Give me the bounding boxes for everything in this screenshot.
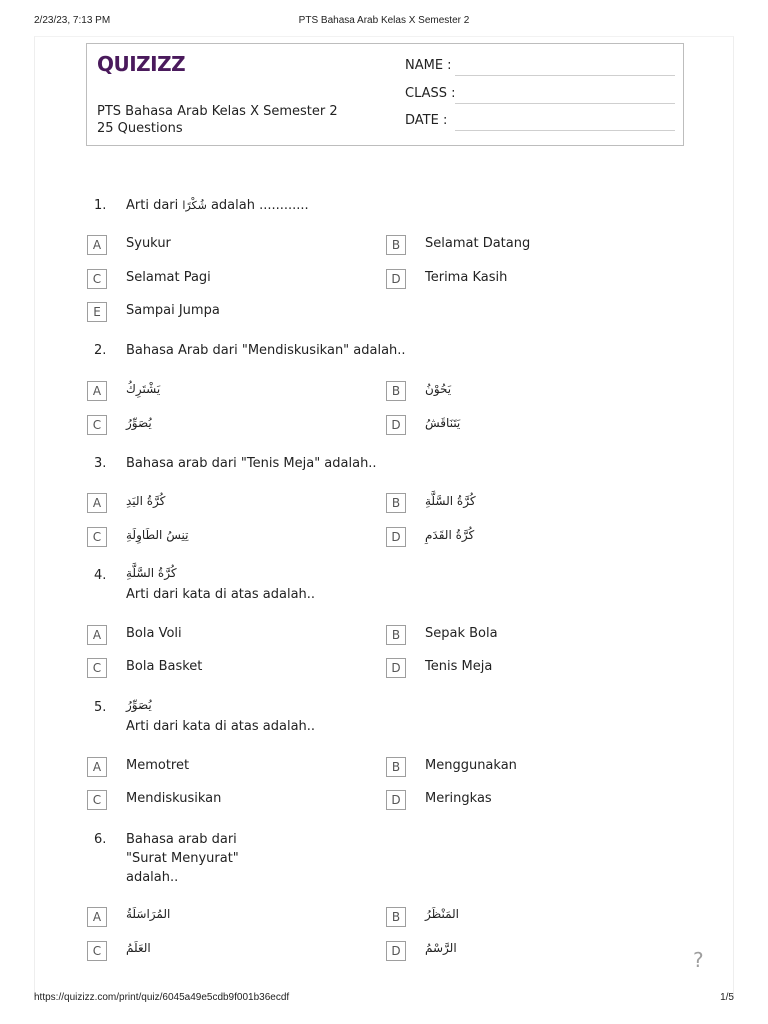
option-letter[interactable]: A xyxy=(87,235,107,255)
option-text: Tenis Meja xyxy=(425,659,493,674)
option-text: Bola Voli xyxy=(126,626,182,641)
option-text: Terima Kasih xyxy=(425,270,508,285)
option-text: العَلَمُ xyxy=(126,941,151,955)
question-text xyxy=(126,196,309,215)
name-line xyxy=(455,75,675,76)
option-letter[interactable]: D xyxy=(386,269,406,289)
quiz-info-box xyxy=(86,43,684,146)
print-url: https://quizizz.com/print/quiz/6045a49e5cdb9f001b36ecdf xyxy=(34,992,290,1003)
option-text: المُرَاسَلَةُ xyxy=(126,907,171,921)
option-text: الرَّسْمُ xyxy=(425,941,457,955)
date-label: DATE : xyxy=(405,113,448,128)
print-header xyxy=(34,15,734,31)
question-text: Bahasa arab dari "Tenis Meja" adalah.. xyxy=(126,456,377,471)
option-letter[interactable]: B xyxy=(386,235,406,255)
option-text: Memotret xyxy=(126,758,190,773)
option-letter[interactable]: A xyxy=(87,907,107,927)
option-text: Syukur xyxy=(126,236,171,251)
question-count: 25 Questions xyxy=(97,121,183,136)
option-letter[interactable]: C xyxy=(87,790,107,810)
question-number: 4. xyxy=(94,568,107,583)
option-letter[interactable]: A xyxy=(87,757,107,777)
option-text: كُرَّةُ اليَدِ xyxy=(126,494,166,508)
question-number: 2. xyxy=(94,343,107,358)
option-letter[interactable]: D xyxy=(386,941,406,961)
class-line xyxy=(455,103,675,104)
option-text: يَتَنَاقَشُ xyxy=(425,416,461,430)
print-timestamp: 2/23/23, 7:13 PM xyxy=(34,15,111,26)
question-number: 3. xyxy=(94,456,107,471)
option-text: يَشْتَرِكُ xyxy=(126,382,161,396)
date-line xyxy=(455,130,675,131)
option-letter[interactable]: B xyxy=(386,625,406,645)
option-letter[interactable]: D xyxy=(386,415,406,435)
option-text: تِنِسُ الطَاوِلَةِ xyxy=(126,528,189,542)
option-text: Sampai Jumpa xyxy=(126,303,220,318)
option-letter[interactable]: D xyxy=(386,658,406,678)
question-number: 1. xyxy=(94,198,107,213)
option-letter[interactable]: B xyxy=(386,381,406,401)
question-text: Bahasa Arab dari "Mendiskusikan" adalah.. xyxy=(126,343,406,358)
page-number: 1/5 xyxy=(720,992,734,1003)
option-text: Selamat Pagi xyxy=(126,270,211,285)
option-letter[interactable]: D xyxy=(386,790,406,810)
quiz-title: PTS Bahasa Arab Kelas X Semester 2 xyxy=(97,104,338,119)
option-text: Selamat Datang xyxy=(425,236,531,251)
option-letter[interactable]: B xyxy=(386,493,406,513)
print-document-title: PTS Bahasa Arab Kelas X Semester 2 xyxy=(298,15,470,26)
option-text: كُرَّةُ القَدَمِ xyxy=(425,528,475,542)
question-text-line: Bahasa arab dari xyxy=(126,832,237,847)
question-text-line: "Surat Menyurat" xyxy=(126,851,239,866)
option-letter[interactable]: C xyxy=(87,415,107,435)
question-number: 6. xyxy=(94,832,107,847)
option-letter[interactable]: C xyxy=(87,658,107,678)
option-letter[interactable]: A xyxy=(87,625,107,645)
option-letter[interactable]: C xyxy=(87,527,107,547)
question-text-line: adalah.. xyxy=(126,870,179,885)
option-text: كُرَّةُ السَّلَّةِ xyxy=(425,494,476,508)
option-letter[interactable]: E xyxy=(87,302,107,322)
quizizz-logo: QUIZIZZ xyxy=(97,52,186,76)
option-letter[interactable]: C xyxy=(87,269,107,289)
question-text: Arti dari kata di atas adalah.. xyxy=(126,719,316,734)
help-icon[interactable]: ? xyxy=(693,948,704,972)
option-letter[interactable]: C xyxy=(87,941,107,961)
name-label: NAME : xyxy=(405,58,452,73)
question-arabic: يُصَوِّرُ xyxy=(126,698,152,712)
question-text-after: adalah ............ xyxy=(210,198,309,213)
name-field xyxy=(405,58,675,78)
option-text: Menggunakan xyxy=(425,758,517,773)
print-footer xyxy=(34,992,734,1006)
question-text-before: Arti dari xyxy=(126,198,179,213)
option-text: المَنْظَرُ xyxy=(425,907,460,921)
option-text: Bola Basket xyxy=(126,659,203,674)
question-arabic-inline: شُكْرًا xyxy=(182,199,207,212)
option-text: Mendiskusikan xyxy=(126,791,222,806)
option-text: يَحُوْنُ xyxy=(425,382,452,396)
question-number: 5. xyxy=(94,700,107,715)
option-letter[interactable]: B xyxy=(386,757,406,777)
option-letter[interactable]: D xyxy=(386,527,406,547)
option-letter[interactable]: A xyxy=(87,381,107,401)
option-letter[interactable]: B xyxy=(386,907,406,927)
option-text: Sepak Bola xyxy=(425,626,498,641)
question-arabic: كُرَّةُ السَّلَّةِ xyxy=(126,566,177,580)
option-text: Meringkas xyxy=(425,791,492,806)
class-field xyxy=(405,86,675,106)
date-field xyxy=(405,113,675,133)
option-text: يُصَوِّرُ xyxy=(126,416,152,430)
question-text: Arti dari kata di atas adalah.. xyxy=(126,587,316,602)
class-label: CLASS : xyxy=(405,86,456,101)
option-letter[interactable]: A xyxy=(87,493,107,513)
